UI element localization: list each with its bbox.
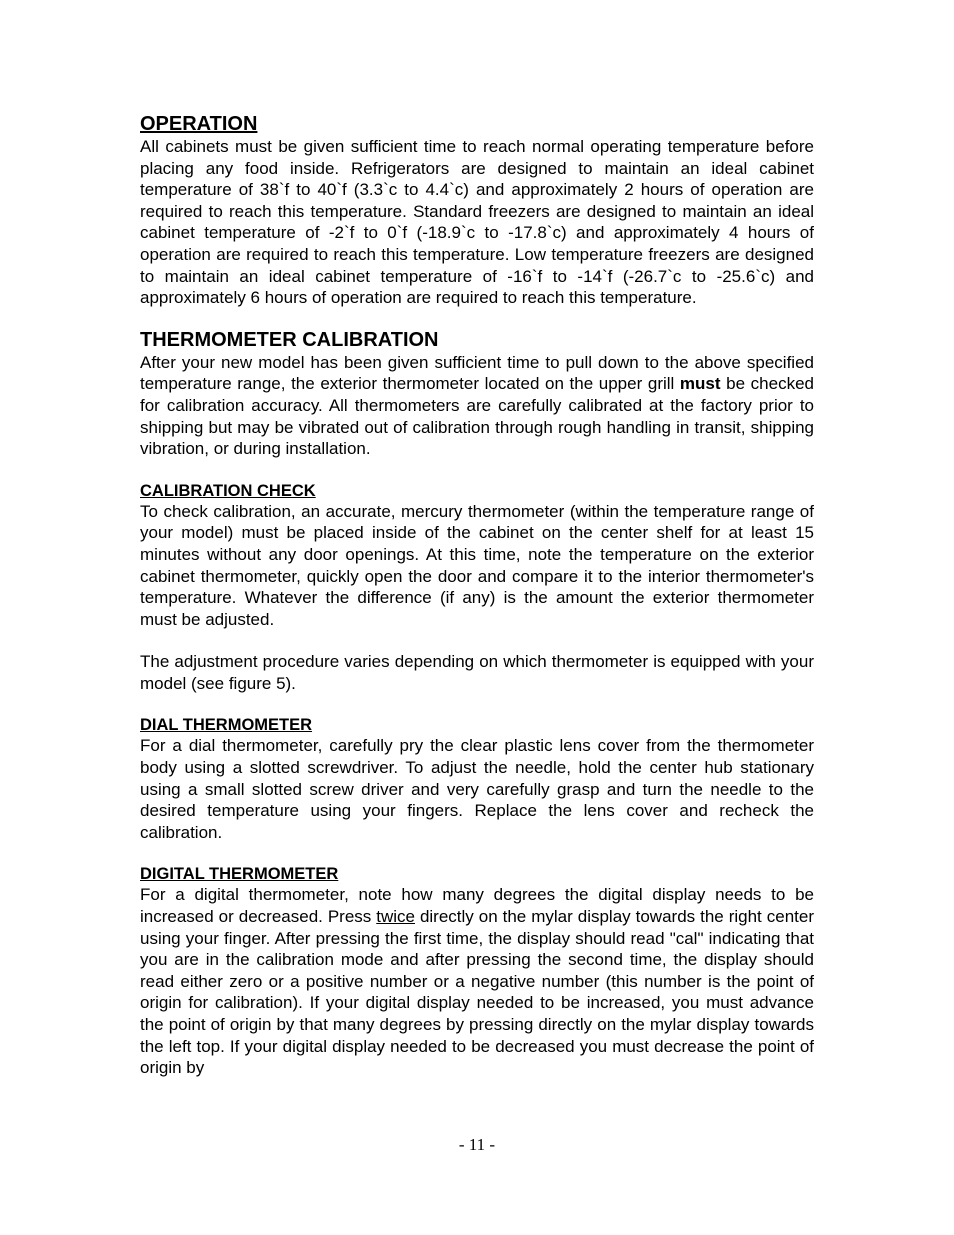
dial-thermometer-paragraph: For a dial thermometer, carefully pry the clear plastic lens cover from the thermometer body using a slotted screwdriver. To adjust the needle, hold the center hub stationary using a small slotted screw driver and very carefully grasp and turn the needle to the desired temperature using your fingers. Replace the lens cover and recheck the calibration. [140, 736, 814, 842]
thermometer-calibration-paragraph [140, 352, 814, 460]
operation-heading: OPERATION [140, 113, 258, 135]
thermometer-calibration-text-1: After your new model has been given sufficient time to pull down to the above specified temperature range, the exterior thermometer located on the upper grill [140, 352, 814, 394]
twice-emphasis: twice [376, 907, 415, 927]
thermometer-calibration-text-2: be checked for calibration accuracy. All thermometers are carefully calibrated at the factory prior to shipping but may be vibrated out of calibration through rough handling in transit, shipping vibration, or during installation. [140, 374, 814, 459]
page-number: - 11 - [458, 1135, 496, 1154]
operation-paragraph: All cabinets must be given sufficient time to reach normal operating temperature before placing any food inside. Refrigerators are designed to maintain an ideal cabinet temperature of 38`f to 40`f (3.3`c to 4.4`c) and approximately 2 hours of operation are required to reach this temperature. Standard freezers are designed to maintain an ideal cabinet temperature of -2`f to 0`f (-18.9`c to -17.8`c) and approximately 4 hours of operation are required to reach this temperature. Low temperature freezers are designed to maintain an ideal cabinet temperature of -16`f to -14`f (-26.7`c to -25.6`c) and approximately 6 hours of operation are required to reach this temperature. [140, 137, 814, 308]
digital-thermometer-heading: DIGITAL THERMOMETER [140, 865, 339, 884]
digital-thermometer-text-1: For a digital thermometer, note how many degrees the digital display needs to be increased or decreased. Press [140, 885, 814, 927]
digital-thermometer-paragraph [140, 884, 814, 1078]
calibration-check-paragraph: To check calibration, an accurate, mercury thermometer (within the temperature range of your model) must be placed inside of the cabinet on the center shelf for at least 15 minutes without any door openings. At this time, note the temperature on the exterior cabinet thermometer, quickly open the door and compare it to the interior thermometer's temperature. Whatever the difference (if any) is the amount the exterior thermometer must be adjusted. [140, 501, 814, 629]
dial-thermometer-heading: DIAL THERMOMETER [140, 716, 313, 735]
thermometer-calibration-heading: THERMOMETER CALIBRATION [140, 328, 439, 351]
must-emphasis: must [679, 374, 721, 394]
adjustment-procedure-paragraph: The adjustment procedure varies depending on which thermometer is equipped with your model (see figure 5). [140, 652, 814, 693]
digital-thermometer-text-2: directly on the mylar display towards the right center using your finger. After pressing the first time, the display should read "cal" indicating that you are in the calibration mode and after pressing the second time, the display should read either zero or a positive number or a negative number (this number is the point of origin for calibration). If your digital display needed to be increased, you must advance the point of origin by that many degrees by pressing directly on the mylar display towards the left top. If your digital display needed to be decreased you must decrease the point of origin by [140, 907, 814, 1078]
calibration-check-heading: CALIBRATION CHECK [140, 481, 316, 500]
document-page [140, 112, 814, 1079]
